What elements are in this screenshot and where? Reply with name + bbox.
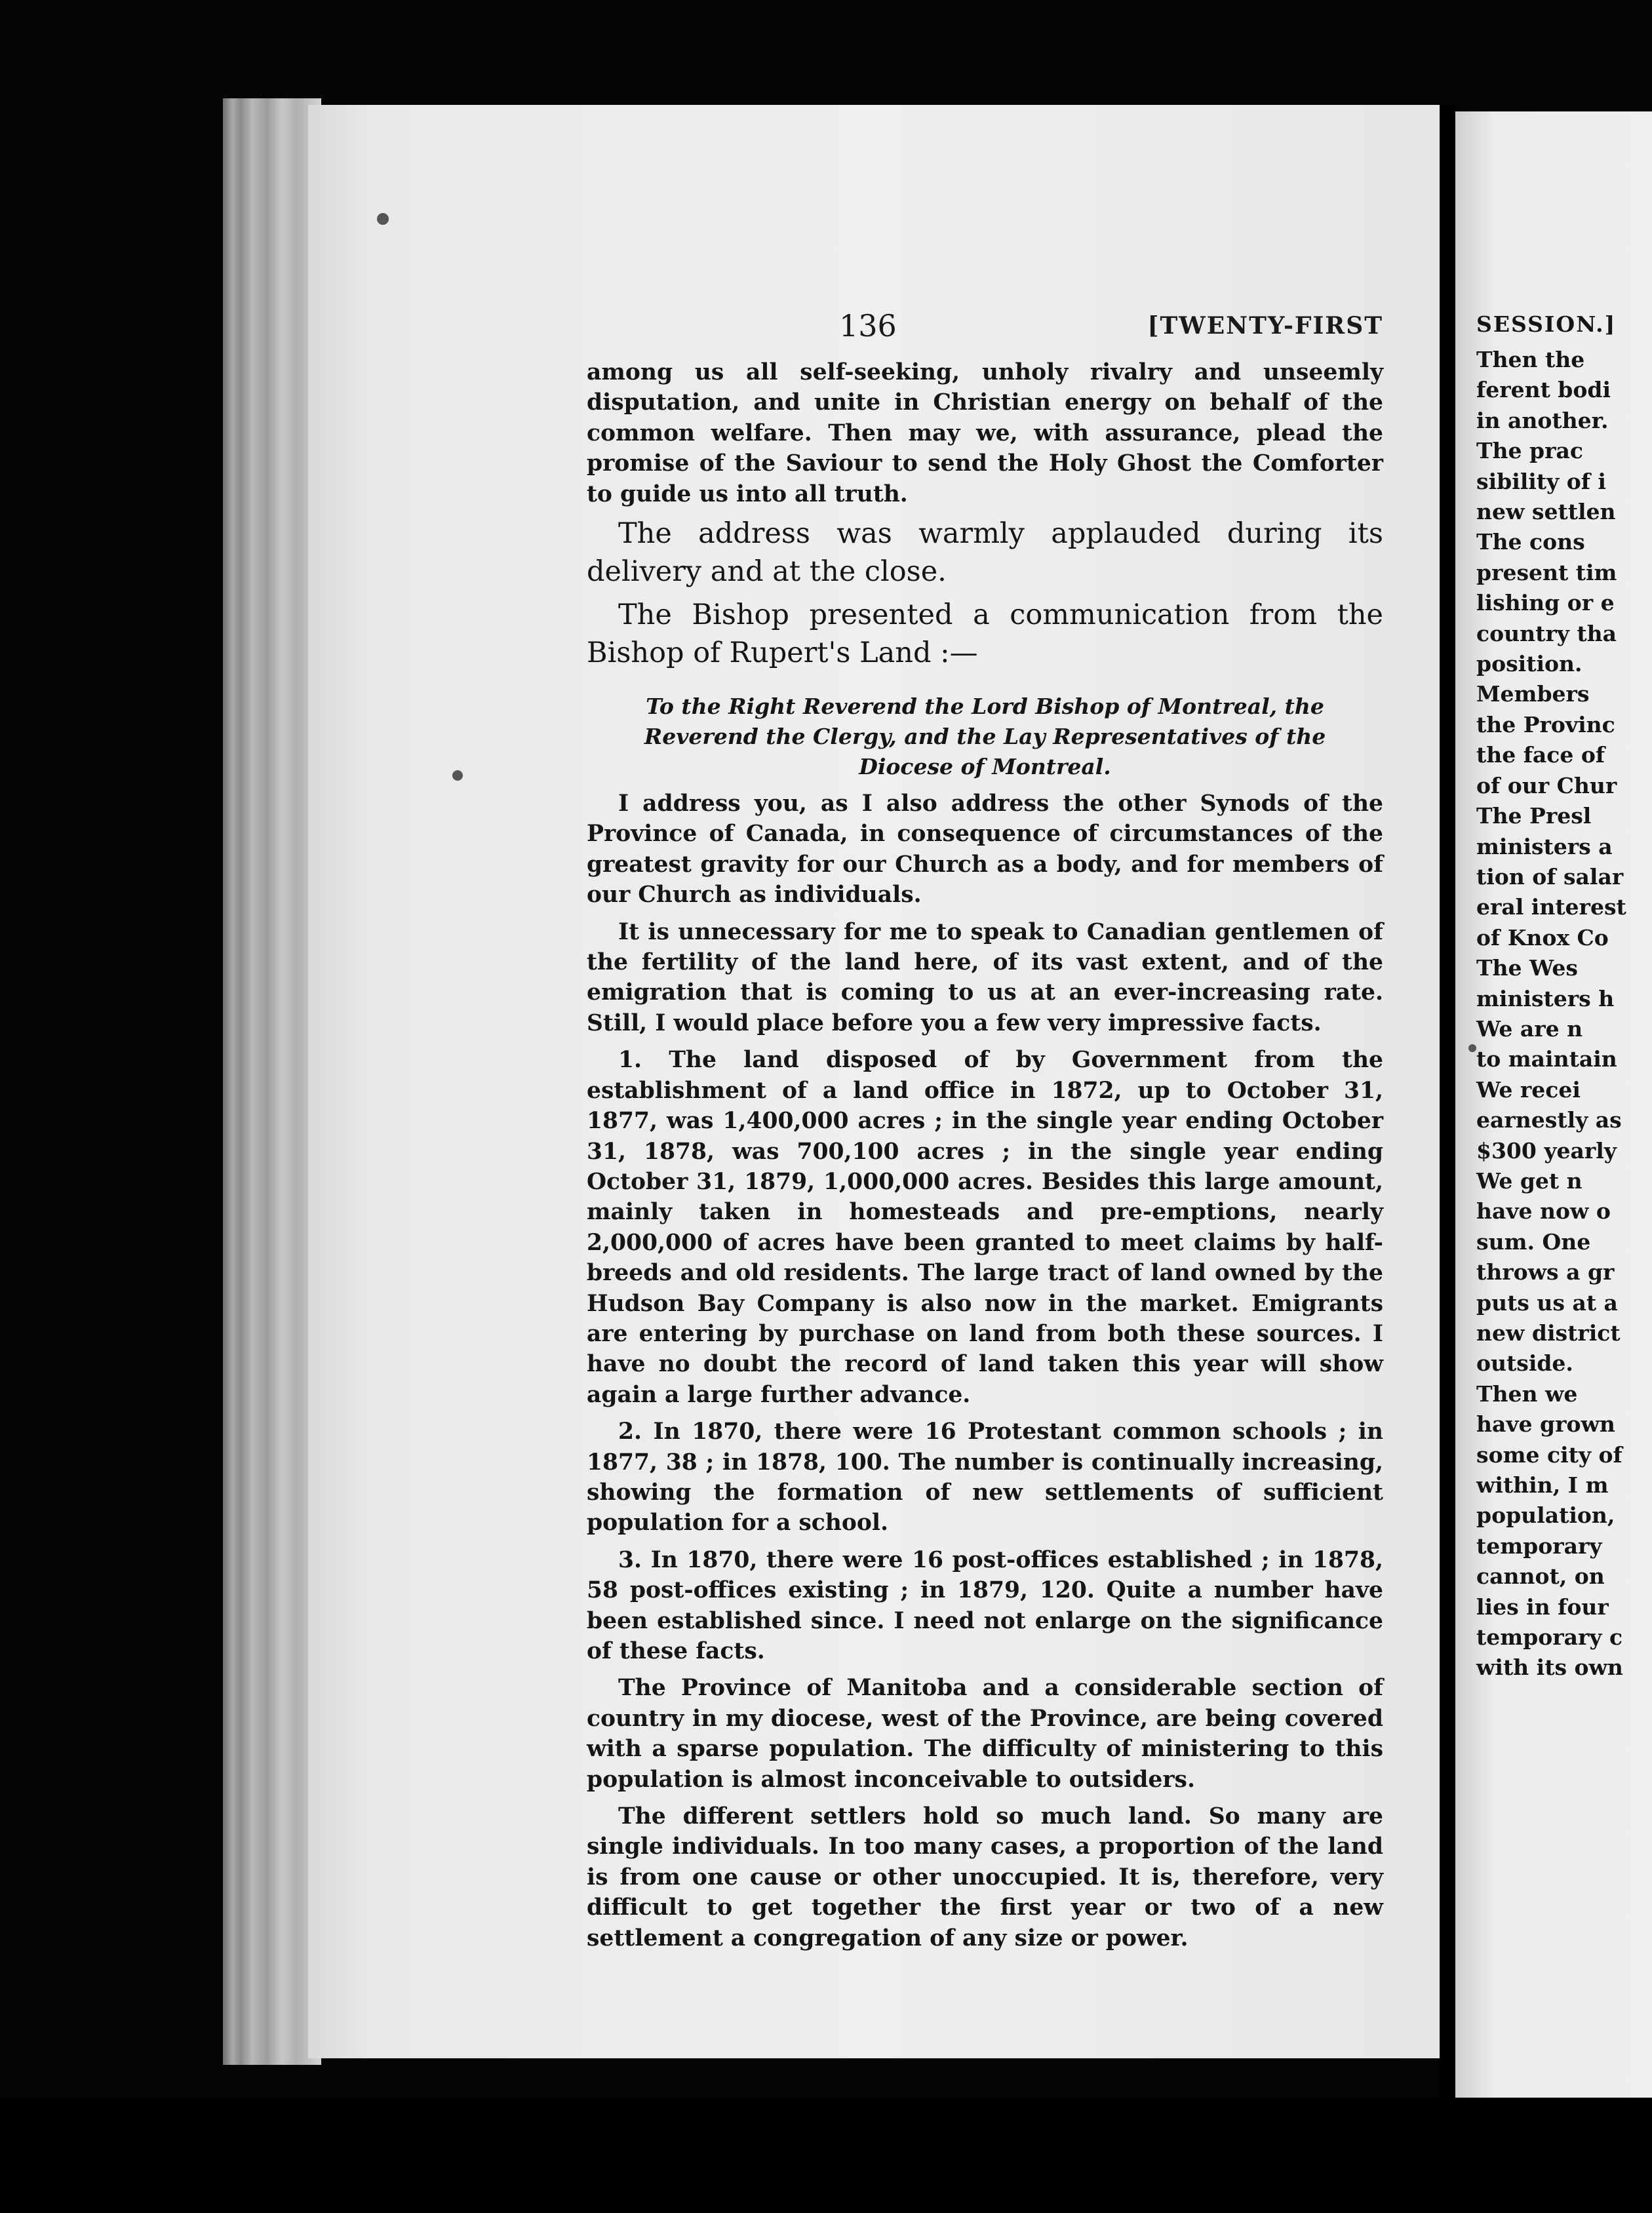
facing-line: some city of: [1476, 1441, 1622, 1468]
facing-line: sum. One: [1476, 1228, 1591, 1255]
facing-line: lishing or e: [1476, 590, 1615, 616]
fact-3: 3. In 1870, there were 16 post-offices established ; in 1878, 58 post-offices existing ; in 1879, 120. Quite a number have been established since. I need not enlarge on the significance of these facts.: [587, 1546, 1383, 1664]
facing-line: outside.: [1476, 1350, 1573, 1377]
paragraph-communication: The Bishop presented a communication from the Bishop of Rupert's Land :—: [587, 598, 1383, 670]
facing-line: We are n: [1476, 1015, 1583, 1042]
paragraph-applause: The address was warmly applauded during its delivery and at the close.: [587, 517, 1383, 589]
facing-line: lies in four: [1476, 1594, 1609, 1620]
facing-line: in another.: [1476, 407, 1609, 433]
facing-line: with its own: [1476, 1655, 1623, 1681]
facing-line: ferent bodi: [1476, 377, 1611, 403]
facing-page-column: [1476, 311, 1652, 1683]
facing-line: throws a gr: [1476, 1259, 1615, 1285]
book-gutter: [1440, 105, 1455, 2098]
facing-line: Then the: [1476, 347, 1585, 372]
facing-line: temporary c: [1476, 1624, 1623, 1651]
facing-line: The Wes: [1476, 955, 1578, 981]
fact-2: 2. In 1870, there were 16 Protestant common schools ; in 1877, 38 ; in 1878, 100. The number is continually increasing, showing the formation of new settlements of sufficient population for a school.: [587, 1419, 1383, 1537]
facing-line: the face of: [1476, 742, 1605, 768]
facing-line: temporary: [1476, 1533, 1602, 1559]
facing-line: have now o: [1476, 1198, 1611, 1224]
facing-line: eral interest: [1476, 894, 1626, 920]
running-head: [TWENTY-FIRST: [1147, 312, 1383, 340]
facing-page: [1455, 111, 1652, 2098]
facing-line: $300 yearly: [1476, 1137, 1617, 1164]
facing-line: position.: [1476, 651, 1583, 677]
film-speck: [377, 213, 389, 225]
facing-line: present tim: [1476, 559, 1617, 585]
facing-line: Members: [1476, 681, 1590, 707]
film-speck: [452, 770, 463, 781]
facing-line: cannot, on: [1476, 1563, 1605, 1590]
page-header: [590, 308, 1383, 354]
page-number: 136: [839, 308, 897, 343]
facing-line: population,: [1476, 1502, 1615, 1529]
letter-address: To the Right Reverend the Lord Bishop of Montreal, the Reverend the Clergy, and the Lay Representatives of the Diocese of Montreal.: [644, 694, 1326, 780]
film-border-bottom: [0, 2098, 1652, 2213]
facing-line: The prac: [1476, 438, 1583, 464]
letter-paragraph: It is unnecessary for me to speak to Canadian gentlemen of the fertility of the land here, of its vast extent, and of the emigration that is coming to us at an ever-increasing rate. Still, I would place before you a few very impressive facts.: [587, 918, 1383, 1036]
facing-line: earnestly as: [1476, 1107, 1622, 1133]
fact-1: 1. The land disposed of by Government from the establishment of a land office in 1872, up to October 31, 1877, was 1,400,000 acres ; in the single year ending October 31, 1878, was 700,100 acres ; in the single year ending October 31, 1879, 1,000,000 acres. Besides this large amount, mainly taken in homesteads and pre-emptions, nearly 2,000,000 of acres have been granted to meet claims by half-breeds and old residents. The large tract of land owned by the Hudson Bay Company is also now in the market. Emigrants are entering by purchase on land from both these sources. I have no doubt the record of land taken this year will show again a large further advance.: [587, 1047, 1383, 1408]
facing-line: the Provinc: [1476, 711, 1615, 737]
facing-line: to maintain: [1476, 1046, 1617, 1072]
facing-line: The Presl: [1476, 803, 1592, 829]
facing-line: sibility of i: [1476, 468, 1606, 494]
main-text-column: [587, 357, 1383, 1953]
facing-line: We get n: [1476, 1167, 1583, 1194]
facing-line: ministers h: [1476, 985, 1615, 1011]
film-speck: [1468, 1044, 1476, 1052]
facing-line: new settlen: [1476, 499, 1616, 525]
facing-line: puts us at a: [1476, 1289, 1618, 1316]
facing-line: We recei: [1476, 1076, 1581, 1103]
facing-line: The cons: [1476, 529, 1585, 555]
facing-line: have grown: [1476, 1411, 1615, 1438]
facing-line: of Knox Co: [1476, 924, 1609, 950]
letter-paragraph: I address you, as I also address the other Synods of the Province of Canada, in consequence of circumstances of the greatest gravity for our Church as a body, and for members of our Church as individuals.: [587, 791, 1383, 909]
facing-line: within, I m: [1476, 1472, 1609, 1498]
facing-line: of our Chur: [1476, 772, 1617, 798]
facing-line: country tha: [1476, 620, 1617, 646]
facing-line: tion of salar: [1476, 863, 1624, 890]
facing-running-head: SESSION.]: [1476, 311, 1617, 337]
facing-text-lines: [1476, 345, 1652, 1683]
facing-line: ministers a: [1476, 833, 1613, 859]
letter-paragraph: The different settlers hold so much land. So many are single individuals. In too many cases, a proportion of the land is from one cause or other unoccupied. It is, therefore, very difficult to get together the first year or two of a new settlement a congregation of any size or power.: [587, 1803, 1383, 1951]
facing-line: new district: [1476, 1320, 1621, 1346]
letter-paragraph: The Province of Manitoba and a considerable section of country in my diocese, west of the Province, are being covered with a sparse population. The difficulty of ministering to this population is almost inconceivable to outsiders.: [587, 1675, 1383, 1793]
page-stack-edge: [223, 98, 321, 2065]
facing-line: Then we: [1476, 1381, 1578, 1407]
paragraph-continuation: among us all self-seeking, unholy rivalry and unseemly disputation, and unite in Christian energy on behalf of the common welfare. Then may we, with assurance, plead the promise of the Saviour to send the Holy Ghost the Comforter to guide us into all truth.: [587, 359, 1383, 507]
